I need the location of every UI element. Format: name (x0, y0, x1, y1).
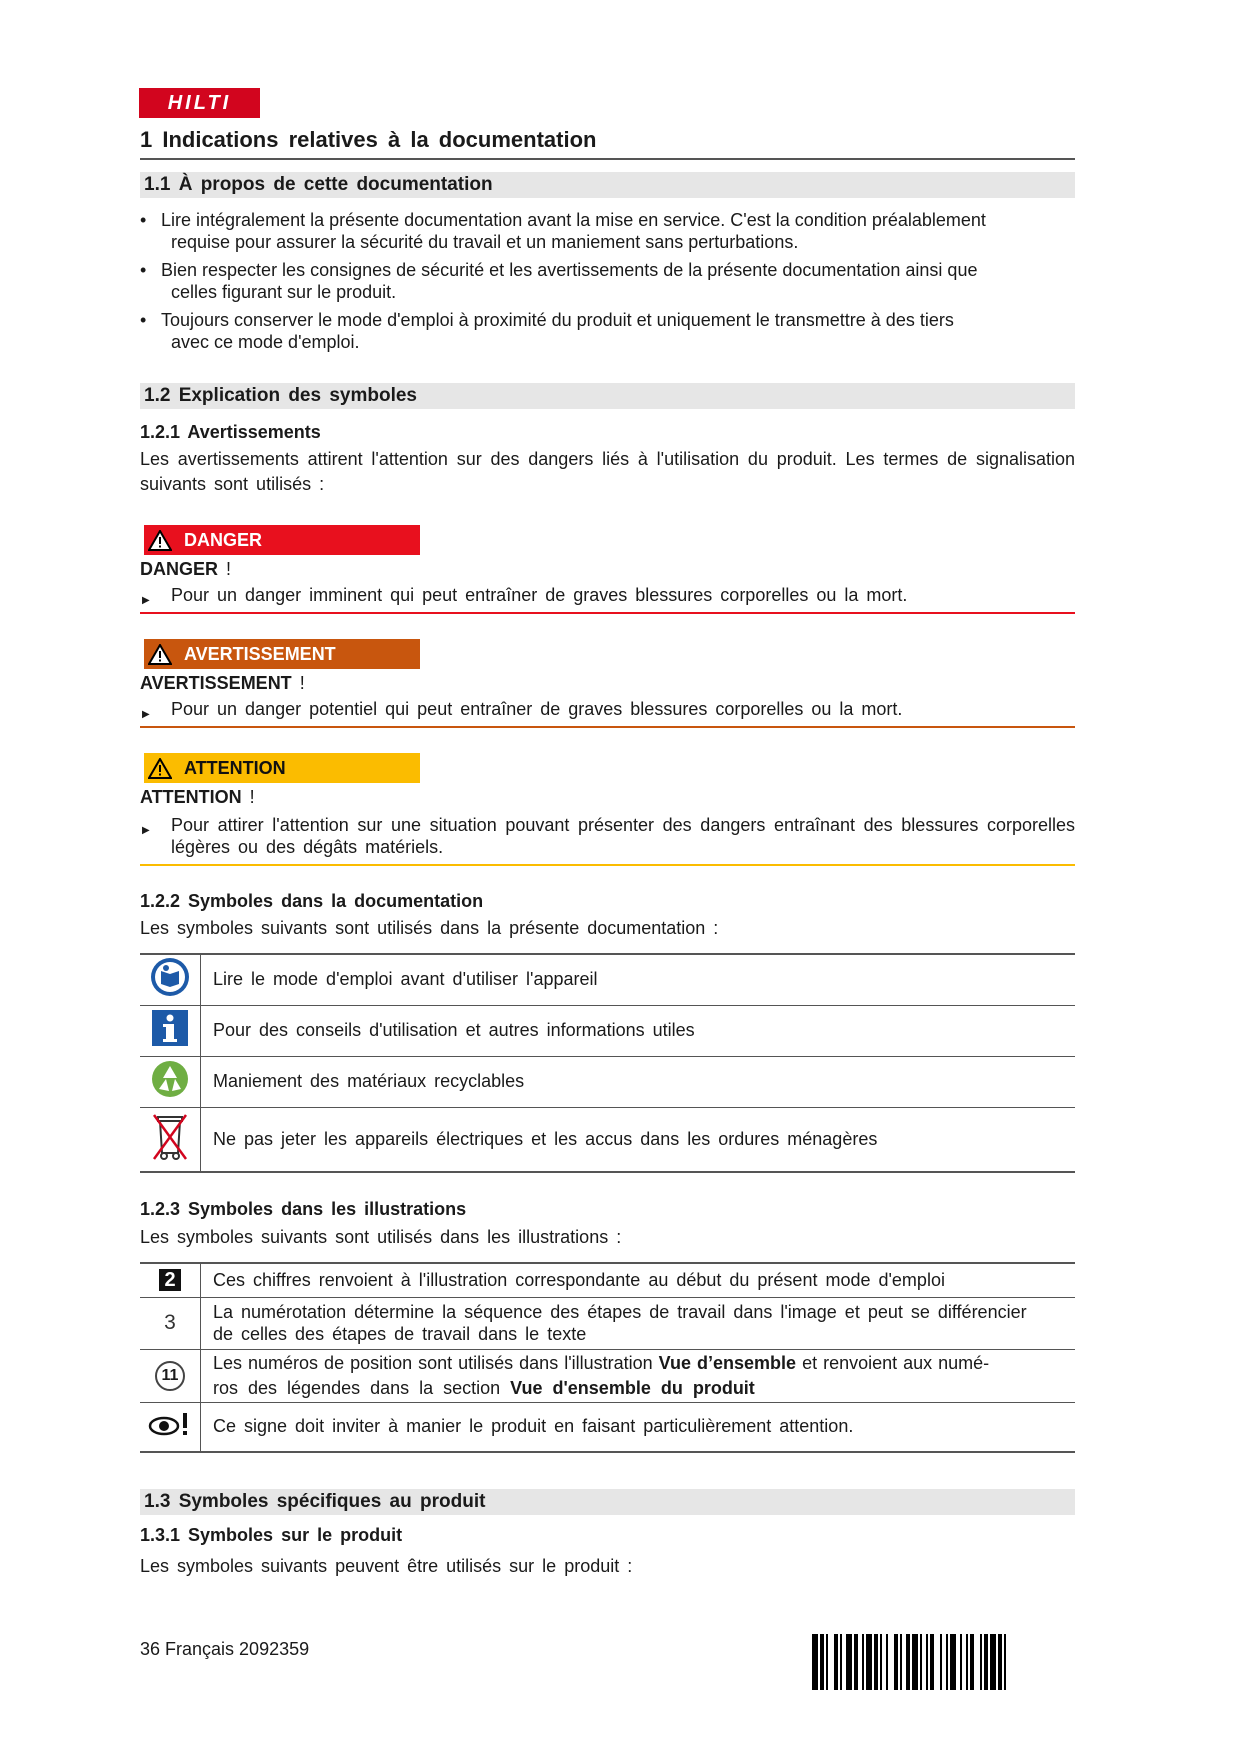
table-row: Ne pas jeter les appareils électriques et les accus dans les ordures ménagères (140, 1107, 1075, 1172)
caution-sign: ATTENTION (144, 753, 420, 783)
list-item: • Lire intégralement la présente documentation avant la mise en service. C'est la condition préalablement requise pour assurer la sécurité du travail et un maniement sans perturbations. (140, 210, 986, 252)
caution-description: ▶ Pour attirer l'attention sur une situation pouvant présenter des dangers entraînant des blessures corporelles légères ou des dégâts matériels. (140, 814, 1075, 866)
warning-triangle-icon (148, 530, 172, 551)
danger-description: ▶ Pour un danger imminent qui peut entraîner de graves blessures corporelles ou la mort. (140, 584, 1075, 614)
step-number-icon: 3 (164, 1311, 176, 1334)
paragraph: Les symboles suivants peuvent être utilisés sur le produit : (140, 1556, 633, 1576)
table-row: 11 Les numéros de position sont utilisés dans l'illustration Vue d’ensemble et renvoient aux numé- ros des légendes dans la section Vue d'ensemble du produit (140, 1349, 1075, 1402)
list-item: • Bien respecter les consignes de sécurité et les avertissements de la présente documentation ainsi que celles figurant sur le produit. (140, 260, 978, 302)
warning-triangle-icon (148, 644, 172, 665)
subsection-1-2-2-title: 1.2.2 Symboles dans la documentation (140, 891, 484, 911)
warning-triangle-icon (148, 758, 172, 779)
barcode (812, 1634, 1075, 1690)
table-row: Ce signe doit inviter à manier le produit en faisant particulièrement attention. (140, 1402, 1075, 1452)
hilti-logo: HILTI (139, 88, 260, 118)
illustration-symbols-table (140, 1262, 1075, 1453)
figure-number-icon: 2 (159, 1269, 181, 1291)
warning-description: ▶ Pour un danger potentiel qui peut entraîner de graves blessures corporelles ou la mort. (140, 698, 1075, 728)
barcode-bar (1006, 1634, 1010, 1690)
table-row: Lire le mode d'emploi avant d'utiliser l'appareil (140, 954, 1075, 1005)
page-title: 1 Indications relatives à la documentation (140, 127, 1075, 160)
danger-sign: DANGER (144, 525, 420, 555)
table-row: Pour des conseils d'utilisation et autres informations utiles (140, 1005, 1075, 1056)
info-icon (150, 1008, 190, 1048)
subsection-1-2-1-title: 1.2.1 Avertissements (140, 422, 321, 442)
section-1-2-title: 1.2 Explication des symboles (140, 383, 1075, 409)
recycle-icon (150, 1059, 190, 1099)
warning-sign: AVERTISSEMENT (144, 639, 420, 669)
paragraph: Les symboles suivants sont utilisés dans les illustrations : (140, 1227, 622, 1247)
table-row: 2 Ces chiffres renvoient à l'illustration correspondante au début du présent mode d'emploi (140, 1263, 1075, 1297)
table-row: Maniement des matériaux recyclables (140, 1056, 1075, 1107)
danger-signal-word: DANGER ! (140, 559, 232, 579)
crossed-out-bin-icon (150, 1109, 190, 1165)
documentation-symbols-table (140, 953, 1075, 1173)
paragraph: Les symboles suivants sont utilisés dans la présente documentation : (140, 918, 719, 938)
paragraph: Les avertissements attirent l'attention sur des dangers liés à l'utilisation du produit. Les termes de signalisation suivants sont utilisés : (140, 449, 1075, 494)
eye-attention-icon (148, 1411, 192, 1437)
position-number-icon: 11 (155, 1361, 185, 1391)
subsection-1-3-1-title: 1.3.1 Symboles sur le produit (140, 1525, 403, 1545)
section-1-3-title: 1.3 Symboles spécifiques au produit (140, 1489, 1075, 1515)
warning-signal-word: AVERTISSEMENT ! (140, 673, 305, 693)
caution-signal-word: ATTENTION ! (140, 787, 255, 807)
subsection-1-2-3-title: 1.2.3 Symboles dans les illustrations (140, 1199, 467, 1219)
page-footer: 36 Français 2092359 (140, 1639, 310, 1659)
section-1-1-title: 1.1 À propos de cette documentation (140, 172, 1075, 198)
read-manual-icon (150, 957, 190, 997)
table-row: 3 La numérotation détermine la séquence des étapes de travail dans l'image et peut se différencier de celles des étapes de travail dans le texte (140, 1297, 1075, 1349)
list-item: • Toujours conserver le mode d'emploi à proximité du produit et uniquement le transmettre à des tiers avec ce mode d'emploi. (140, 310, 954, 352)
